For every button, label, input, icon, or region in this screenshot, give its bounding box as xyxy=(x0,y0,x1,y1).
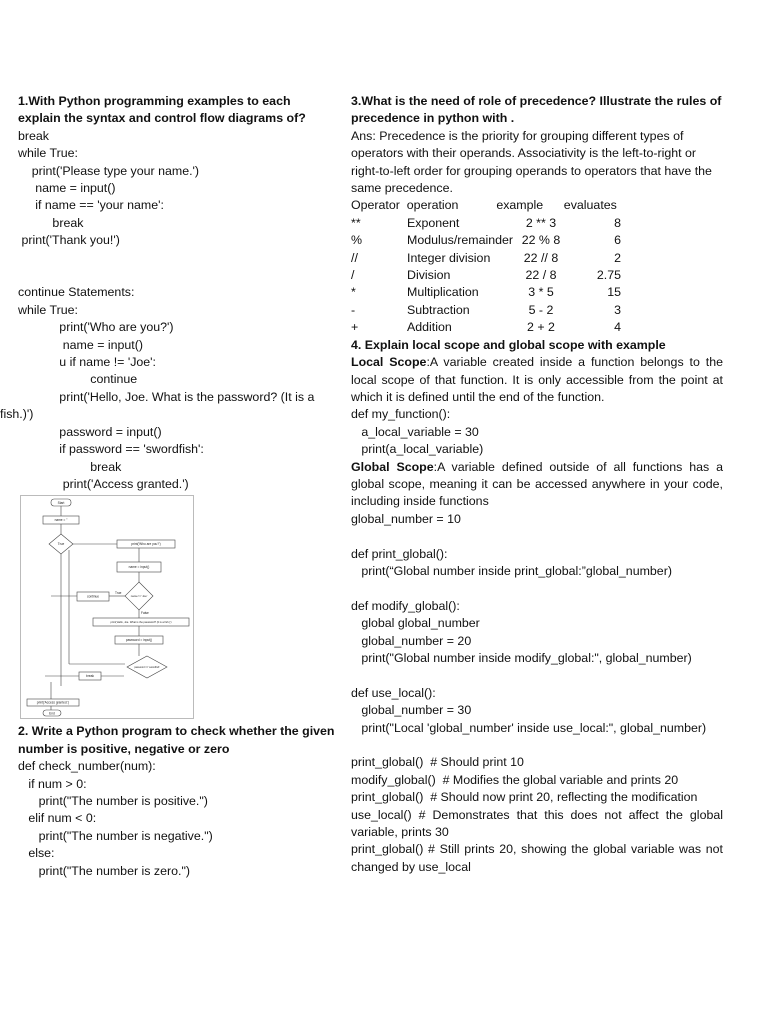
flowchart-print-who-label: print('Who are you?') xyxy=(131,542,161,547)
code-line: global_number = 10 xyxy=(351,511,461,526)
operator-symbol: - xyxy=(351,302,356,317)
operator-name: Multiplication xyxy=(407,285,479,300)
code-line: continue xyxy=(18,372,138,387)
right-column xyxy=(351,93,723,876)
operator-result: 2 xyxy=(614,250,621,265)
check-number-code xyxy=(18,758,336,880)
code-line: def check_number(num): xyxy=(18,759,156,774)
flowchart-continue-label: continue xyxy=(86,594,100,599)
global-scope-label: Global Scope xyxy=(351,459,434,474)
operator-result: 2.75 xyxy=(596,268,621,283)
operator-result: 3 xyxy=(614,302,621,317)
code-line: print('Who are you?') xyxy=(18,320,174,335)
question-4-title: 4. Explain local scope and global scope with example xyxy=(351,337,666,352)
code-line: global global_number xyxy=(351,616,480,631)
code-line: while True: xyxy=(18,302,78,317)
operator-symbol: // xyxy=(351,250,358,265)
code-line: name = input() xyxy=(18,181,116,196)
code-line: print('Please type your name.') xyxy=(18,163,200,178)
code-line: print('Thank you!') xyxy=(18,233,120,248)
code-line: def my_function(): xyxy=(351,407,451,422)
code-line: print('Hello, Joe. What is the password? (It is a xyxy=(18,389,315,404)
operator-name: Division xyxy=(407,268,451,283)
flowchart-break-label: break xyxy=(86,674,94,679)
operator-example: 22 % 8 xyxy=(521,233,561,248)
operator-name: Modulus/remainder xyxy=(407,233,514,248)
code-line: def modify_global(): xyxy=(351,598,460,613)
code-line: print_global() # Should print 10 xyxy=(351,755,524,770)
code-line: print_global() # Should now print 20, reflecting the modification xyxy=(351,790,698,805)
code-line: print("Local 'global_number' inside use_local:", global_number) xyxy=(351,720,707,735)
operator-result: 4 xyxy=(614,320,621,335)
flowchart-password-input-label: password = input() xyxy=(125,638,153,643)
code-line: print(“Global number inside print_global:”global_number) xyxy=(351,563,672,578)
code-line: print(a_local_variable) xyxy=(351,442,484,457)
flowchart-false-branch: False xyxy=(141,611,149,616)
code-line: print("Global number inside modify_global:", global_number) xyxy=(351,650,692,665)
operator-example: 22 / 8 xyxy=(525,268,557,283)
flowchart-name-check-label: name != 'Joe' xyxy=(130,594,148,599)
global-scope-definition xyxy=(351,459,723,511)
flowchart-start-label: Start xyxy=(57,501,65,506)
code-line: print_global() # Still prints 20, showing the global variable was not changed by use_local xyxy=(351,842,723,874)
code-line: print('Access granted.') xyxy=(18,476,189,491)
code-line: global_number = 20 xyxy=(351,633,472,648)
operator-table-header: Operator operation example evaluates xyxy=(351,198,617,213)
operator-example: 3 * 5 xyxy=(528,285,554,300)
operator-result: 6 xyxy=(614,233,621,248)
flowchart-password-check-label: password == 'swordfish' xyxy=(134,666,160,670)
operator-result: 8 xyxy=(614,215,621,230)
code-line: global_number = 30 xyxy=(351,703,472,718)
left-column xyxy=(0,93,336,880)
flowchart-name-input-label: name = input() xyxy=(128,565,150,570)
code-line: def use_local(): xyxy=(351,685,436,700)
operator-example: 2 + 2 xyxy=(527,320,555,335)
operator-name: Integer division xyxy=(407,250,491,265)
operator-name: Exponent xyxy=(407,215,460,230)
code-line: else: xyxy=(18,846,55,861)
code-line: use_local() # Demonstrates that this does not affect the global variable, prints 30 xyxy=(351,807,723,839)
operator-example: 22 // 8 xyxy=(523,250,559,265)
operator-result: 15 xyxy=(607,285,621,300)
code-line: print("The number is positive.") xyxy=(18,793,208,808)
code-line: modify_global() # Modifies the global variable and prints 20 xyxy=(351,772,679,787)
code-line: break xyxy=(18,215,84,230)
flowchart-end-label: End xyxy=(49,711,55,716)
code-line: name = input() xyxy=(18,337,143,352)
local-scope-label: Local Scope xyxy=(351,355,427,370)
local-scope-code xyxy=(351,406,723,458)
flowchart-print-hello-label: print('Hello, Joe. What is the password? (It is a fish.)') xyxy=(110,621,172,625)
question-2-title: 2. Write a Python program to check whether the given number is positive, negative or zero xyxy=(18,724,335,756)
operator-example: 2 ** 3 xyxy=(525,215,557,230)
code-line: print("The number is negative.") xyxy=(18,828,213,843)
break-example-code xyxy=(18,128,336,250)
code-line: if name == 'your name': xyxy=(18,198,164,213)
code-line: u if name != 'Joe': xyxy=(18,355,156,370)
code-line: break xyxy=(18,459,122,474)
continue-example-code xyxy=(0,284,336,493)
question-3-title: 3.What is the need of role of precedence? Illustrate the rules of precedence in python with . xyxy=(351,94,722,126)
continue-flowchart xyxy=(20,495,194,719)
operator-table xyxy=(351,215,723,337)
code-line: fish.)') xyxy=(0,407,34,422)
code-line: def print_global(): xyxy=(351,546,448,561)
code-line: if num > 0: xyxy=(18,776,87,791)
flowchart-true-label: True xyxy=(57,542,65,547)
operator-name: Addition xyxy=(407,320,452,335)
code-line: continue Statements: xyxy=(18,285,135,300)
question-1-title: 1.With Python programming examples to each explain the syntax and control flow diagrams of? xyxy=(18,94,306,126)
precedence-answer: Ans: Precedence is the priority for grouping different types of operators with their operands. Associativity is the left-to-right or right-to-left order for grouping operands to operators that have the same precedence. xyxy=(351,128,712,196)
operator-symbol: ** xyxy=(351,215,361,230)
operator-symbol: * xyxy=(351,285,356,300)
operator-name: Subtraction xyxy=(407,302,470,317)
code-line: break xyxy=(18,128,49,143)
code-line: while True: xyxy=(18,146,78,161)
code-line: password = input() xyxy=(18,424,162,439)
operator-symbol: / xyxy=(351,268,355,283)
operator-symbol: % xyxy=(351,233,363,248)
flowchart-true-branch: True xyxy=(115,591,122,596)
code-line: if password == 'swordfish': xyxy=(18,442,204,457)
global-scope-text: :A variable defined outside of all functions has a global scope, meaning it can be accessed anywhere in your code, including inside functions xyxy=(351,459,723,509)
local-scope-text: :A variable created inside a function belongs to the local scope of that function. It is only accessible from the point at which it is defined until the end of the function. xyxy=(351,355,723,404)
code-line: print("The number is zero.") xyxy=(18,863,190,878)
code-line: a_local_variable = 30 xyxy=(351,424,479,439)
local-scope-definition xyxy=(351,354,723,406)
operator-symbol: + xyxy=(351,320,359,335)
flowchart-print-access-label: print('Access granted.') xyxy=(36,700,70,705)
operator-example: 5 - 2 xyxy=(528,302,554,317)
flowchart-name-assign-label: name = '' xyxy=(54,518,68,523)
code-line: elif num < 0: xyxy=(18,811,97,826)
